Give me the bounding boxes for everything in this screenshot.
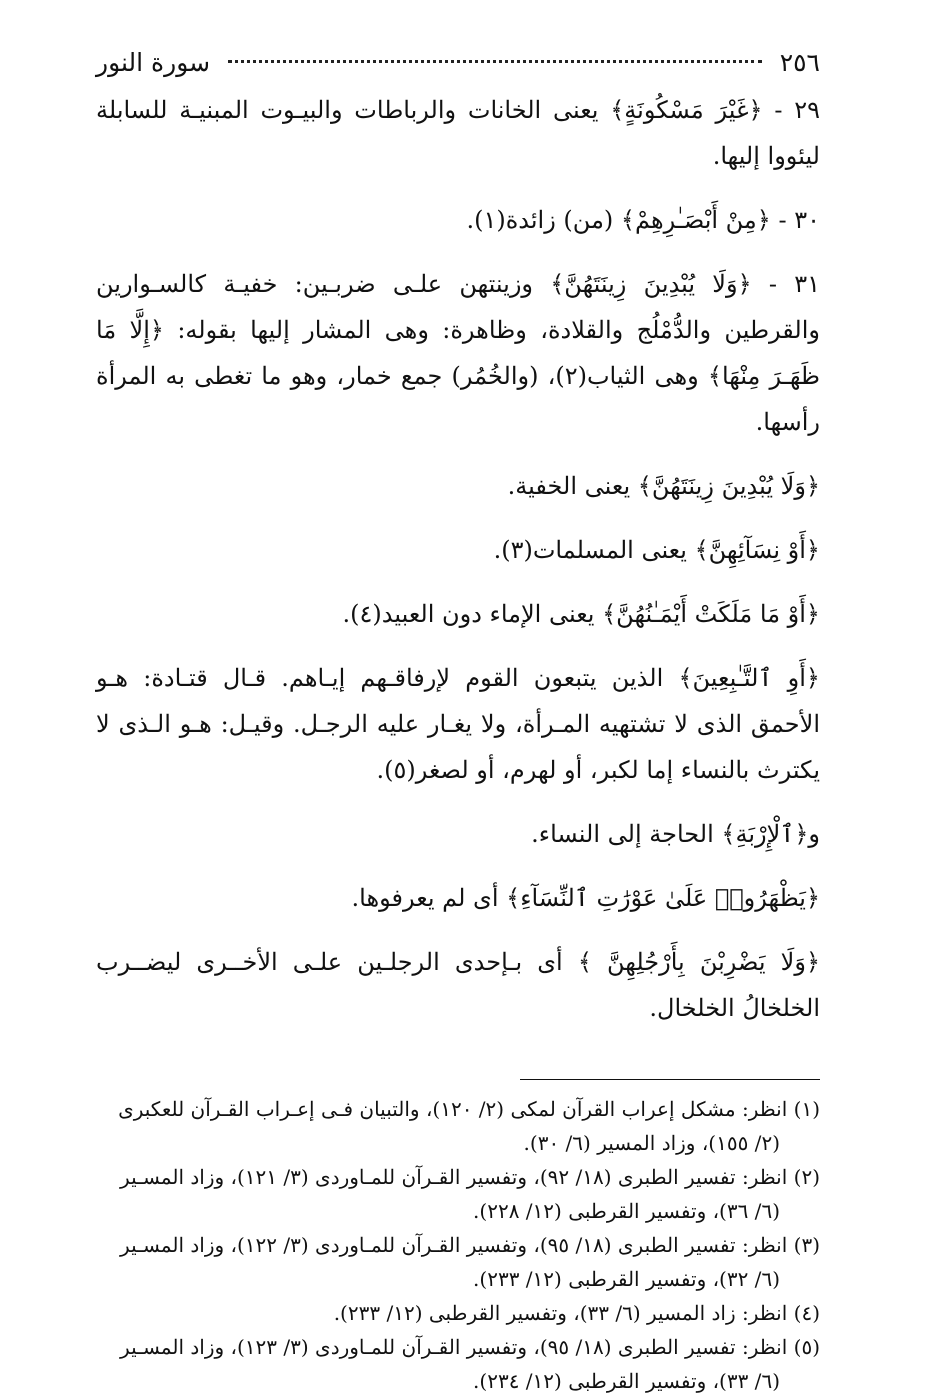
paragraph-30: ٣٠ - ﴿مِنْ أَبْصَـٰرِهِمْ﴾ (من) زائدة(١). (466, 206, 820, 234)
paragraph-followers: ﴿أَوِ ٱلتَّـٰبِعِينَ﴾ الذين يتبعون القوم لإرفاقـهم إيـاهم. قـال قتـادة: هـو الأحمق الذى لا تشتهيه المـرأة، ولا يغـار عليه الرجـل. وقيـل: هـو الـذى لا يكترث بالنساء إما لكبر، أو لهرم، أو لصغر(٥). (96, 664, 820, 784)
footnote-1 (96, 1092, 820, 1160)
paragraph-feet: ﴿وَلَا يَضْرِبْنَ بِأَرْجُلِهِنَّ ﴾ أى بـإحدى الرجلـين علـى الأخــرى ليضــرب الخلخالُ الخلخال. (96, 948, 820, 1022)
paragraph-29: ٢٩ - ﴿غَيْرَ مَسْكُونَةٍ﴾ يعنى الخانات والرباطات والبيـوت المبنيـة للسابلة ليئووا إليها. (96, 96, 820, 170)
footnote-2 (96, 1160, 820, 1228)
footnote-line: (٢) انظر: تفسير الطبرى (١٨/ ٩٢)، وتفسير القـرآن للمـاوردى (٣/ ١٢١)، وزاد المسـير (120, 1165, 820, 1189)
paragraph-awareness: ﴿يَظْهَرُوا۟ عَلَىٰ عَوْرَٰتِ ٱلنِّسَآءِ﴾ أى لم يعرفوها. (351, 884, 820, 912)
footnote-continuation: (٦/ ٣٣)، وتفسير القرطبى (١٢/ ٢٣٤). (473, 1369, 780, 1393)
paragraph-hidden-adornment: ﴿وَلَا يُبْدِينَ زِينَتَهُنَّ﴾ يعنى الخفية. (507, 472, 820, 500)
footnote-line: (١) انظر: مشكل إعراب القرآن لمكى (٢/ ١٢٠)، والتبيان فـى إعـراب القـرآن للعكبرى (118, 1097, 820, 1121)
footnote-5 (96, 1330, 820, 1398)
paragraph-desire: و﴿ٱلْإِرْبَةِ﴾ الحاجة إلى النساء. (531, 820, 820, 848)
page-header (96, 48, 820, 77)
surah-title: سورة النور (96, 48, 211, 77)
header-dot-leader (228, 60, 762, 63)
paragraph-31: ٣١ - ﴿وَلَا يُبْدِينَ زِينَتَهُنَّ﴾ وزينتهن علـى ضربـين: خفيـة كالسـوارين والقرطين والدُّمْلُج والقلادة، وظاهرة: وهى المشار إليها بقوله: ﴿إِلَّا مَا ظَهَـرَ مِنْهَا﴾ وهى الثياب(٢)، (والخُمُر) جمع خمار، وهو ما تغطى به المرأة رأسها. (96, 270, 820, 436)
footnote-continuation: (٦/ ٣٦)، وتفسير القرطبى (١٢/ ٢٢٨). (473, 1199, 780, 1223)
page-number: ٢٥٦ (779, 48, 820, 77)
footnote-continuation: (٢/ ١٥٥)، وزاد المسير (٦/ ٣٠). (523, 1131, 780, 1155)
paragraph-right-hand: ﴿أَوْ مَا مَلَكَتْ أَيْمَـٰنُهُنَّ﴾ يعنى الإماء دون العبيد(٤). (342, 600, 820, 628)
paragraph-women: ﴿أَوْ نِسَآئِهِنَّ﴾ يعنى المسلمات(٣). (493, 536, 820, 564)
footnotes (96, 1092, 820, 1398)
footnote-line: (٤) انظر: زاد المسير (٦/ ٣٣)، وتفسير القرطبى (١٢/ ٢٣٣). (333, 1301, 820, 1325)
footnote-divider (520, 1079, 820, 1080)
footnote-line: (٣) انظر: تفسير الطبرى (١٨/ ٩٥)، وتفسير القـرآن للمـاوردى (٣/ ١٢٢)، وزاد المسـير (120, 1233, 820, 1257)
footnote-4 (96, 1296, 820, 1330)
footnote-continuation: (٦/ ٣٢)، وتفسير القرطبى (١٢/ ٢٣٣). (473, 1267, 780, 1291)
footnote-3 (96, 1228, 820, 1296)
main-text (96, 87, 820, 1031)
footnote-line: (٥) انظر: تفسير الطبرى (١٨/ ٩٥)، وتفسير القـرآن للمـاوردى (٣/ ١٢٣)، وزاد المسـير (120, 1335, 820, 1359)
